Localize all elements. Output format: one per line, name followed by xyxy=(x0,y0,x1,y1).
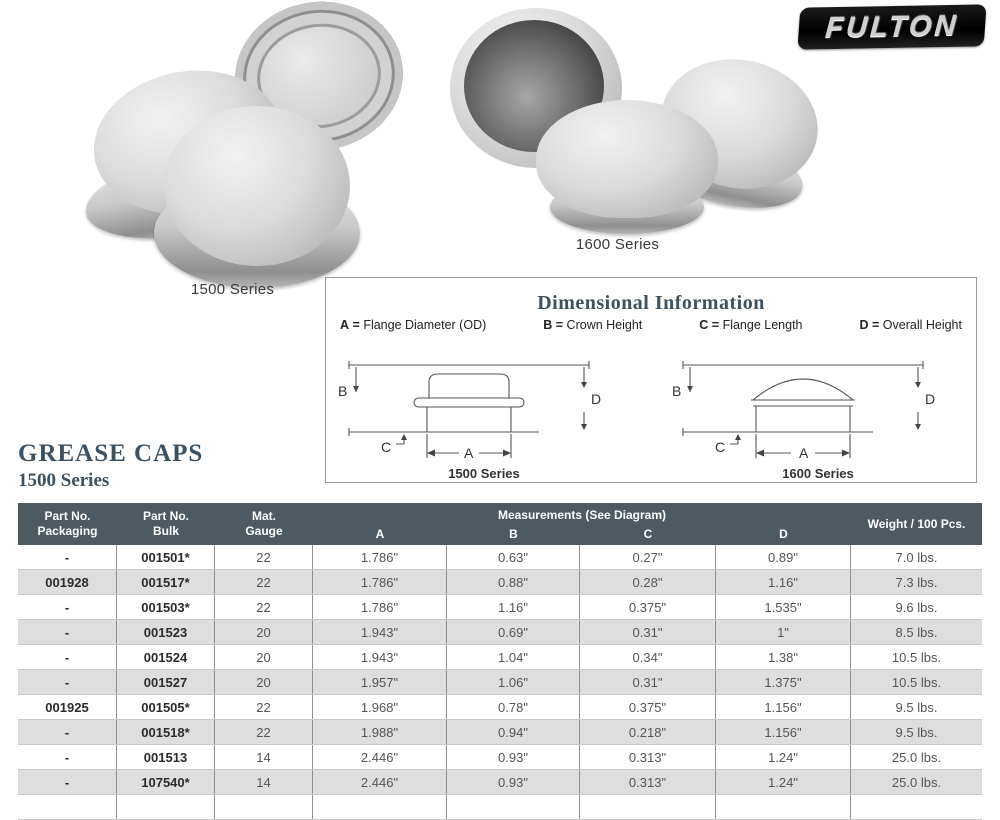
cell-d: 1.24" xyxy=(716,745,851,769)
cell-packaging: - xyxy=(18,545,117,569)
cell-d: 1.375" xyxy=(716,670,851,694)
cell-gauge: 22 xyxy=(215,595,313,619)
cell-gauge: 20 xyxy=(215,645,313,669)
header-col-c: C xyxy=(643,527,653,541)
photo-caption-1600: 1600 Series xyxy=(575,236,660,253)
legend-item-c: C = Flange Length xyxy=(699,318,803,332)
dim-label-a: A xyxy=(464,445,474,461)
cap-front-view xyxy=(148,100,368,290)
cell-gauge: 22 xyxy=(215,570,313,594)
header-col-a: A xyxy=(375,527,385,541)
table-row xyxy=(18,670,982,695)
cell-gauge: 20 xyxy=(215,670,313,694)
legend-item-a: A = Flange Diameter (OD) xyxy=(340,318,487,332)
cell-b xyxy=(447,795,580,819)
cell-d: 1.24" xyxy=(716,770,851,794)
cell-bulk: 001527 xyxy=(117,670,215,694)
cell-b: 0.69" xyxy=(447,620,580,644)
cell-a: 1.786" xyxy=(313,545,447,569)
cell-c: 0.34" xyxy=(580,645,716,669)
dim-label-d: D xyxy=(591,391,602,407)
cell-d: 0.89" xyxy=(716,545,851,569)
cell-b: 0.78" xyxy=(447,695,580,719)
header-weight: Weight / 100 Pcs. xyxy=(867,516,966,531)
cell-bulk: 001517* xyxy=(117,570,215,594)
dimension-legend xyxy=(340,318,962,332)
dim-label-c: C xyxy=(715,439,726,455)
cell-d xyxy=(716,795,851,819)
header-measurements-group xyxy=(313,503,851,545)
cell-bulk: 107540* xyxy=(117,770,215,794)
cell-a: 1.943" xyxy=(313,645,447,669)
cell-bulk: 001523 xyxy=(117,620,215,644)
cell-c: 0.375" xyxy=(580,595,716,619)
cell-packaging: 001928 xyxy=(18,570,117,594)
cell-b: 0.63" xyxy=(447,545,580,569)
cell-c xyxy=(580,795,716,819)
cell-bulk: 001505* xyxy=(117,695,215,719)
cell-a: 1.957" xyxy=(313,670,447,694)
cell-b: 1.04" xyxy=(447,645,580,669)
cell-d: 1.38" xyxy=(716,645,851,669)
fulton-logo xyxy=(797,4,986,49)
table-row-partial xyxy=(18,795,982,820)
cell-weight xyxy=(851,795,982,819)
table-row xyxy=(18,720,982,745)
cell-packaging: - xyxy=(18,670,117,694)
header-gauge: Mat. Gauge xyxy=(245,509,283,538)
cell-weight: 10.5 lbs. xyxy=(891,674,942,690)
table-row xyxy=(18,770,982,795)
cell-weight: 9.5 lbs. xyxy=(895,724,938,740)
cell-weight: 7.3 lbs. xyxy=(895,574,938,590)
cell-a: 1.786" xyxy=(313,595,447,619)
diagram-1600-label: 1600 Series xyxy=(782,466,854,481)
header-measurements-label: Measurements (See Diagram) xyxy=(497,508,667,522)
cell-c: 0.313" xyxy=(580,745,716,769)
table-body xyxy=(18,545,982,820)
diagram-1600 xyxy=(668,340,968,481)
cell-packaging: - xyxy=(18,595,117,619)
cell-bulk xyxy=(117,795,215,819)
cell-b: 1.06" xyxy=(447,670,580,694)
cell-bulk: 001524 xyxy=(117,645,215,669)
page-subtitle: 1500 Series xyxy=(18,470,110,491)
diagram-1500 xyxy=(334,340,634,481)
header-col-b: B xyxy=(509,527,518,541)
fulton-logo-text: FULTON xyxy=(824,9,960,44)
cell-d: 1.156" xyxy=(716,695,851,719)
cell-c: 0.313" xyxy=(580,770,716,794)
table-row xyxy=(18,545,982,570)
grease-caps-table xyxy=(18,503,982,820)
cell-gauge: 14 xyxy=(215,770,313,794)
cell-d: 1.535" xyxy=(716,595,851,619)
cell-packaging: - xyxy=(18,770,117,794)
cell-d: 1.156" xyxy=(716,720,851,744)
dim-label-c: C xyxy=(381,439,392,455)
cell-c: 0.31" xyxy=(580,670,716,694)
cell-gauge: 22 xyxy=(215,545,313,569)
dim-label-b: B xyxy=(672,383,682,399)
table-header xyxy=(18,503,982,545)
cell-b: 0.93" xyxy=(447,770,580,794)
cell-weight: 8.5 lbs. xyxy=(895,624,938,640)
cell-packaging: - xyxy=(18,745,117,769)
cell-bulk: 001503* xyxy=(117,595,215,619)
dimensional-info-title: Dimensional Information xyxy=(537,292,765,314)
cell-a: 2.446" xyxy=(313,745,447,769)
table-row xyxy=(18,745,982,770)
cell-a: 1.943" xyxy=(313,620,447,644)
cell-gauge: 20 xyxy=(215,620,313,644)
cell-b: 0.93" xyxy=(447,745,580,769)
cap-dome-center xyxy=(532,100,722,234)
cell-packaging: - xyxy=(18,720,117,744)
cell-gauge: 22 xyxy=(215,720,313,744)
grease-caps-1500-photo xyxy=(40,0,380,300)
dim-label-b: B xyxy=(338,383,348,399)
cell-c: 0.375" xyxy=(580,695,716,719)
cell-weight: 25.0 lbs. xyxy=(891,774,942,790)
grease-caps-1600-photo xyxy=(440,0,810,235)
cell-c: 0.27" xyxy=(580,545,716,569)
cell-gauge: 22 xyxy=(215,695,313,719)
diagram-1500-label: 1500 Series xyxy=(448,466,520,481)
cell-packaging: - xyxy=(18,620,117,644)
cell-packaging xyxy=(18,795,117,819)
page-title: GREASE CAPS xyxy=(18,440,204,467)
cell-d: 1" xyxy=(716,620,851,644)
table-row xyxy=(18,595,982,620)
cell-weight: 10.5 lbs. xyxy=(891,649,942,665)
legend-item-d: D = Overall Height xyxy=(859,318,962,332)
table-row xyxy=(18,645,982,670)
cell-weight: 25.0 lbs. xyxy=(891,749,942,765)
header-packaging: Part No. Packaging xyxy=(37,509,98,538)
cell-c: 0.31" xyxy=(580,620,716,644)
cell-weight: 7.0 lbs. xyxy=(895,549,938,565)
dim-label-a: A xyxy=(799,445,809,461)
dim-label-d: D xyxy=(925,391,936,407)
cell-bulk: 001501* xyxy=(117,545,215,569)
cell-a: 2.446" xyxy=(313,770,447,794)
photo-caption-1500: 1500 Series xyxy=(190,281,275,298)
dimensional-info-box xyxy=(325,277,977,483)
cell-weight: 9.5 lbs. xyxy=(895,699,938,715)
legend-item-b: B = Crown Height xyxy=(543,318,643,332)
cell-a: 1.968" xyxy=(313,695,447,719)
table-row xyxy=(18,570,982,595)
cell-packaging: 001925 xyxy=(18,695,117,719)
cell-a: 1.988" xyxy=(313,720,447,744)
cell-weight: 9.6 lbs. xyxy=(895,599,938,615)
cell-c: 0.218" xyxy=(580,720,716,744)
table-row xyxy=(18,620,982,645)
cell-c: 0.28" xyxy=(580,570,716,594)
cell-bulk: 001518* xyxy=(117,720,215,744)
header-bulk: Part No. Bulk xyxy=(142,509,189,538)
cell-a: 1.786" xyxy=(313,570,447,594)
cell-packaging: - xyxy=(18,645,117,669)
cell-bulk: 001513 xyxy=(117,745,215,769)
cell-a xyxy=(313,795,447,819)
cell-d: 1.16" xyxy=(716,570,851,594)
cell-b: 1.16" xyxy=(447,595,580,619)
cell-b: 0.88" xyxy=(447,570,580,594)
cell-b: 0.94" xyxy=(447,720,580,744)
table-row xyxy=(18,695,982,720)
cell-gauge: 14 xyxy=(215,745,313,769)
header-col-d: D xyxy=(779,527,788,541)
cell-gauge xyxy=(215,795,313,819)
